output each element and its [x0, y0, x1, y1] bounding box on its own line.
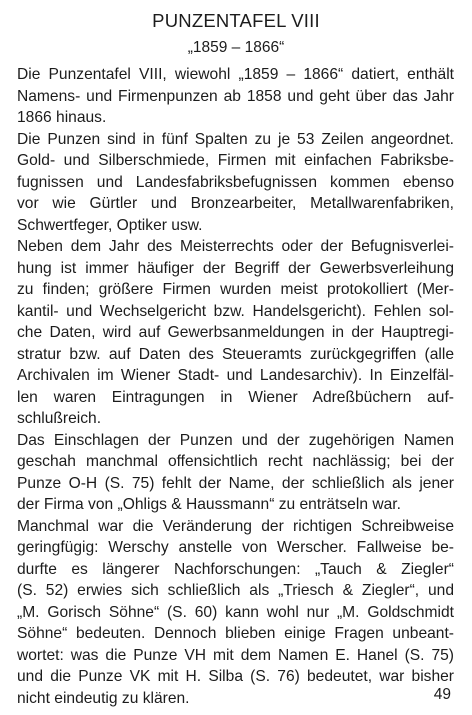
- text-line: Manchmal war die Veränderung der richtigen Schreibweise: [17, 517, 454, 535]
- text-line: und die Punze VK mit H. Silba (S. 76) bedeutet, war bisher: [17, 668, 454, 685]
- text-line: Gold- und Silberschmiede, Firmen mit einfachen Fabriksbe-: [17, 152, 454, 169]
- paragraph: [17, 430, 454, 516]
- text-line: schlußreich.: [17, 410, 102, 427]
- paragraph: [17, 236, 454, 430]
- text-line: fugnissen und Landesfabriksbefugnissen kommen ebenso: [17, 173, 454, 191]
- paragraph: [17, 64, 454, 129]
- text-line: geschah manchmal offensichtlich recht nachlässig; bei der: [17, 453, 454, 470]
- page-title: PUNZENTAFEL VIII: [152, 10, 320, 31]
- page-subtitle: „1859 – 1866“: [187, 39, 285, 56]
- text-line: durfte es längerer Nachforschungen: „Tauch & Ziegler“: [17, 560, 454, 578]
- text-line: geringfügig: Werschy anstelle von Werscher. Fallweise be-: [17, 539, 454, 556]
- text-line: Neben dem Jahr des Meisterrechts oder der Befugnisverlei-: [17, 238, 454, 255]
- text-line: hung ist immer häufiger der Begriff der Gewerbsverleihung: [17, 259, 454, 277]
- text-line: „M. Gorisch Söhne“ (S. 60) kann wohl nur „M. Goldschmidt: [17, 603, 454, 621]
- text-line: 1866 hinaus.: [17, 109, 107, 126]
- text-line: Archivalen im Wiener Stadt- und Landesarchiv). In Einzelfäl-: [17, 367, 454, 384]
- text-line: nicht eindeutig zu klären.: [17, 689, 190, 707]
- paragraph: [17, 516, 454, 710]
- body-text: [17, 64, 454, 709]
- text-line: Das Einschlagen der Punzen und der zugehörigen Namen: [17, 431, 454, 449]
- text-line: (S. 52) erwies sich schließlich als „Triesch & Ziegler“, und: [17, 582, 454, 599]
- page-number: 49: [433, 686, 451, 703]
- text-line: Punze O-H (S. 75) fehlt der Name, der schließlich als jener: [17, 474, 454, 492]
- text-line: der Firma von „Ohligs & Haussmann“ zu enträtseln war.: [17, 496, 401, 513]
- text-line: Schwertfeger, Optiker usw.: [17, 216, 203, 234]
- text-line: Namens- und Firmenpunzen ab 1858 und geht über das Jahr: [17, 87, 454, 105]
- paragraph: [17, 129, 454, 237]
- text-line: che Daten, wird auf Gewerbsanmeldungen in der Hauptregi-: [17, 324, 454, 341]
- text-line: kantil- und Wechselgericht bzw. Handelsgericht). Fehlen sol-: [17, 302, 454, 320]
- text-line: Söhne“ bedeuten. Dennoch blieben einige Fragen unbeant-: [17, 625, 454, 642]
- text-line: len waren Eintragungen in Wiener Adreßbüchern auf-: [17, 388, 454, 406]
- text-line: Die Punzentafel VIII, wiewohl „1859 – 1866“ datiert, enthält: [17, 66, 454, 83]
- text-line: stratur bzw. auf Daten des Steueramts zurückgegriffen (alle: [17, 345, 454, 363]
- text-line: Die Punzen sind in fünf Spalten zu je 53 Zeilen angeordnet.: [17, 130, 454, 148]
- text-line: vor wie Gürtler und Bronzearbeiter, Metallwarenfabriken,: [17, 195, 454, 212]
- text-line: zu finden; größere Firmen wurden meist protokolliert (Mer-: [17, 281, 454, 298]
- text-line: wortet: was die Punze VH mit dem Namen E. Hanel (S. 75): [17, 646, 454, 664]
